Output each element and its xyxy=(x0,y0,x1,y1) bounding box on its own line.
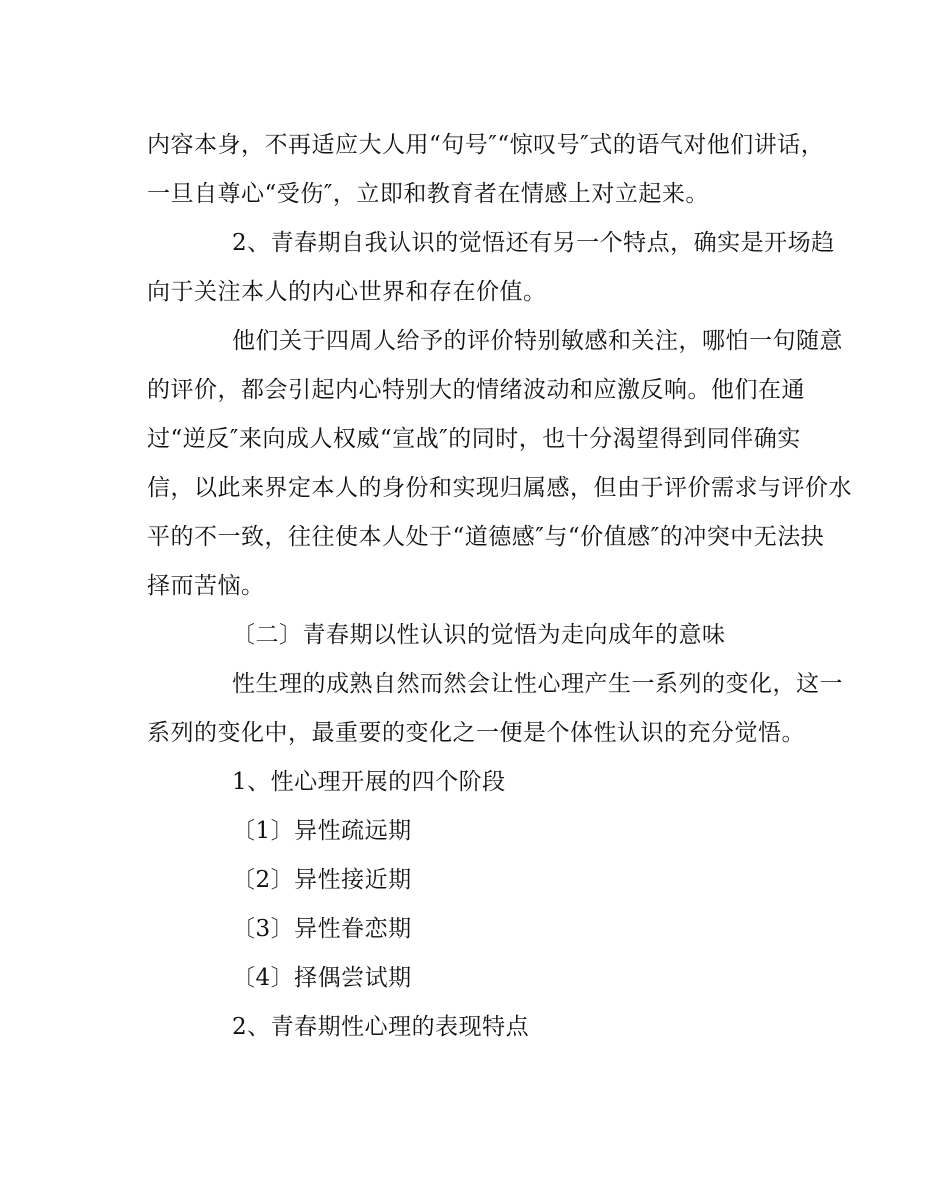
body-text-line: 的评价，都会引起内心特别大的情绪波动和应激反响。他们在通 xyxy=(147,377,805,403)
paragraph-start-line: 性生理的成熟自然而然会让性心理产生一系列的变化，这一 xyxy=(232,671,843,697)
body-text-line: 择而苦恼。 xyxy=(147,573,265,599)
body-text-line: 向于关注本人的内心世界和存在价值。 xyxy=(147,279,547,305)
body-text-line: 过“逆反″来向成人权威“宣战″的同时，也十分渴望得到同伴确实 xyxy=(147,426,801,452)
paragraph-heading-line: 2、青春期自我认识的觉悟还有另一个特点，确实是开场趋 xyxy=(232,230,835,256)
paragraph-start-line: 他们关于四周人给予的评价特别敏感和关注，哪怕一句随意 xyxy=(232,328,843,354)
list-item: 〔4〕择偶尝试期 xyxy=(232,965,412,991)
body-text-line: 内容本身，不再适应大人用“句号″“惊叹号″式的语气对他们讲话， xyxy=(147,132,825,158)
list-item: 〔3〕异性眷恋期 xyxy=(232,916,412,942)
body-text-line: 一旦自尊心“受伤″，立即和教育者在情感上对立起来。 xyxy=(147,181,709,207)
body-text-line: 信，以此来界定本人的身份和实现归属感，但由于评价需求与评价水 xyxy=(147,475,852,501)
body-text-line: 系列的变化中，最重要的变化之一便是个体性认识的充分觉悟。 xyxy=(147,720,805,746)
section-heading: 〔二〕青春期以性认识的觉悟为走向成年的意味 xyxy=(232,622,726,648)
subheading: 2、青春期性心理的表现特点 xyxy=(232,1014,530,1040)
list-item: 〔1〕异性疏远期 xyxy=(232,818,412,844)
body-text-line: 平的不一致，往往使本人处于“道德感″与“价值感″的冲突中无法抉 xyxy=(147,524,825,550)
list-item: 〔2〕异性接近期 xyxy=(232,867,412,893)
subheading: 1、性心理开展的四个阶段 xyxy=(232,769,506,795)
